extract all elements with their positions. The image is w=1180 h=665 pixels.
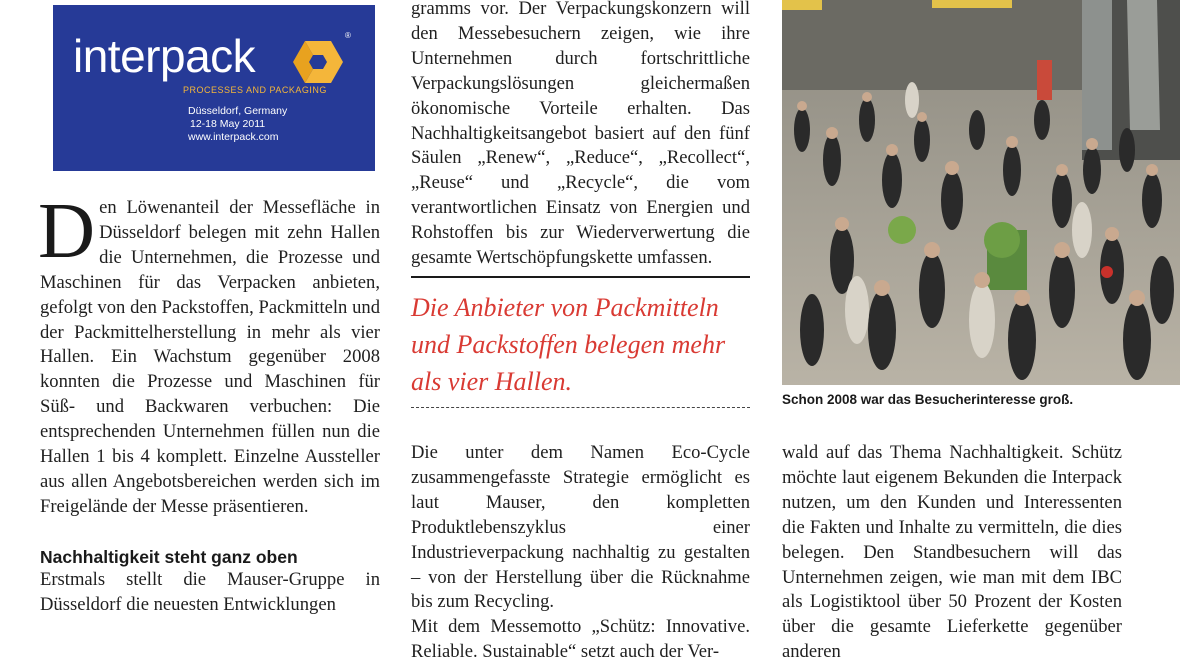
logo-info (188, 105, 287, 144)
column-3 (782, 441, 1122, 665)
logo-wordmark: interpack (73, 30, 256, 82)
article-paragraph (38, 188, 380, 520)
column-3-text: wald auf das Thema Nachhaltigkeit. Schütz möchte laut eigenem Bekunden die Interpack nutzen, um den Kunden und Interessenten die Fakten und Inhalte zu vermitteln, die dies belegen. Den Standbesuchern will das Unternehmen zeigen, wie man mit dem IBC als Logistiktool über 50 Prozent der Kosten über die gesamte Lieferkette gegenüber anderen (782, 442, 1122, 663)
column-1 (38, 188, 380, 618)
logo-location: Düsseldorf, Germany (188, 105, 288, 117)
logo-tagline: PROCESSES AND PACKAGING (183, 85, 327, 95)
paragraph-2-text: Erstmals stellt die Mauser-Gruppe in Düsseldorf die neuesten Entwicklungen (40, 568, 380, 615)
trade-fair-photo (782, 0, 1180, 385)
drop-cap: D (38, 188, 96, 275)
logo-registered: ® (345, 31, 351, 40)
interpack-mark-icon (293, 39, 343, 85)
photo-caption: Schon 2008 war das Besucherinteresse groß. (782, 392, 1074, 407)
pull-quote-top-rule (411, 276, 750, 278)
section-heading: Nachhaltigkeit steht ganz oben (40, 546, 298, 567)
logo-url: www.interpack.com (188, 131, 279, 143)
crowd-image (782, 0, 1180, 385)
column-2-top (411, 0, 750, 271)
column-2-bottom (411, 441, 750, 665)
logo-dates: 12-18 May 2011 (190, 118, 266, 130)
pull-quote: Die Anbieter von Packmitteln und Packstoffen belegen mehr als vier Hallen. (411, 293, 726, 396)
column-2-top-text: gramms vor. Der Verpackungskonzern will den Messebesuchern zeigen, wie ihre Unternehmen durch fortschrittliche Verpackungslösungen gleichermaßen ökonomische Vorteile erhalten. Das Nachhaltigkeitsangebot basiert auf den fünf Säulen „Renew“, „Reduce“, „Recollect“, „Reuse“ und „Recycle“, die vom verantwortlichen Einsatz von Energien und Rohstoffen bis zur Wiederverwertung die gesamte Wertschöpfungskette umfassen. (411, 0, 750, 269)
column-2-bottom-text-2: Mit dem Messemotto „Schütz: Innovative. Reliable. Sustainable“ setzt auch der Ver- (411, 616, 750, 663)
interpack-logo (53, 5, 375, 171)
pull-quote-bottom-rule (411, 407, 750, 408)
paragraph-1-text: en Löwenanteil der Messefläche in Düsseldorf belegen mit zehn Hallen die Unternehmen, die Prozesse und Maschinen für das Verpacken anbieten, gefolgt von den Packstoffen, Packmitteln und der Packmittelherstellung in mehr als vier Hallen. Ein Wachstum gegenüber 2008 konnten die Prozesse und Maschinen für Süß- und Backwaren verbuchen: Die entsprechenden Unternehmen füllen nun die Hallen 1 bis 4 komplett. Einzelne Aussteller aus allen Angebotsbereichen werden sich im Freigelände der Messe präsentieren. (40, 197, 380, 517)
column-2-bottom-text-1: Die unter dem Namen Eco-Cycle zusammengefasste Strategie ermöglicht es laut Mauser, den kompletten Produktlebenszyklus einer Industrieverpackung nachhaltig zu gestalten – von der Herstellung über die Rücknahme bis zum Recycling. (411, 442, 750, 613)
